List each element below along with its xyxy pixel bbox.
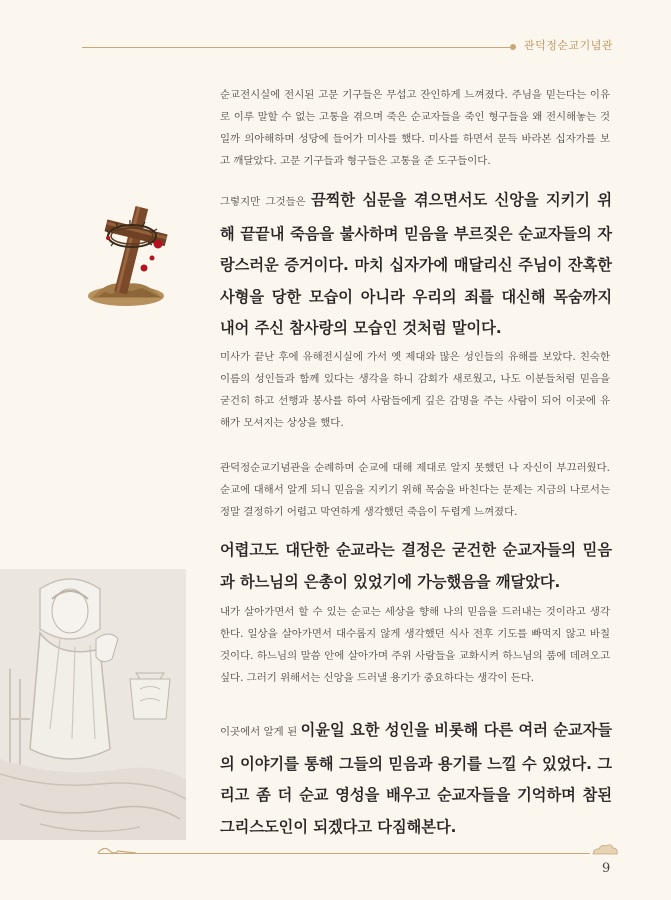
footer-swirl-ornament [96, 843, 136, 857]
highlight-body: 끔찍한 심문을 겪으면서도 신앙을 지키기 위해 끝끝내 죽음을 불사하며 믿음을 부르짖은 순교자들의 자랑스러운 증거이다. 마치 십자가에 매달리신 주님이 잔혹한 사형을 당한 모습이 아니라 우리의 죄를 대신해 목숨까지 내어 주신 참사랑의 모습인 것처럼 말이다. [220, 191, 612, 337]
highlight-lead: 그렇지만 그것들은 [220, 196, 312, 208]
highlight-paragraph-2: 어렵고도 대단한 순교라는 결정은 굳건한 순교자들의 믿음과 하느님의 은총이 있었기에 가능했음을 깨달았다. [220, 541, 612, 591]
running-header: 관덕정순교기념관 [524, 39, 614, 52]
highlight-paragraph-3 [220, 715, 612, 843]
paragraph-1: 순교전시실에 전시된 고문 기구들은 무섭고 잔인하게 느껴졌다. 주님을 믿는다는 이유로 이루 말할 수 없는 고통을 겪으며 죽은 순교자들을 죽인 형구들을 왜 전시해놓는 것일까 의아해하며 성당에 들어가 미사를 했다. 미사를 하면서 문득 바라본 십자가를 보고 깨달았다. 고문 기구들과 형구들은 고통을 준 도구들이다. [220, 89, 610, 167]
header-rule-dot [510, 44, 516, 50]
header-rule [82, 47, 512, 48]
footer-rule [98, 853, 590, 854]
paragraph-4: 내가 살아가면서 할 수 있는 순교는 세상을 향해 나의 믿음을 드러내는 것이라고 생각한다. 일상을 살아가면서 대수롭지 않게 생각했던 식사 전후 기도를 빠먹지 않고 바칠 것이다. 하느님의 말씀 안에 살아가며 주위 사람들을 교화시켜 하느님의 품에 데려오고 싶다. 그러기 위해서는 신앙을 드러낼 용기가 중요하다는 생각이 든다. [220, 606, 610, 684]
highlight-lead: 이곳에서 알게 된 [220, 726, 301, 738]
paragraph-2: 미사가 끝난 후에 유해전시실에 가서 옛 제대와 많은 성인들의 유해를 보았다. 친숙한 이름의 성인들과 함께 있다는 생각을 하니 감회가 새로웠고, 나도 이분들처럼 믿음을 굳건히 하고 선행과 봉사를 하여 사람들에게 깊은 감명을 주는 사람이 되어 이곳에 유해가 모셔지는 상상을 했다. [220, 351, 610, 429]
stone-relief-image [0, 569, 186, 840]
cross-illustration [82, 198, 180, 308]
highlight-body: 이윤일 요한 성인을 비롯해 다른 여러 순교자들의 이야기를 통해 그들의 믿음과 용기를 느낄 수 있었다. 그리고 좀 더 순교 영성을 배우고 순교자들을 기억하며 참된 그리스도인이 되겠다고 다짐해본다. [220, 721, 612, 836]
paragraph-3: 관덕정순교기념관을 순례하며 순교에 대해 제대로 알지 못했던 나 자신이 부끄러웠다. 순교에 대해서 알게 되니 믿음을 지키기 위해 목숨을 바친다는 문제는 지금의 나로서는 정말 결정하기 어렵고 막연하게 생각했던 죽음이 두렵게 느껴졌다. [220, 462, 610, 518]
highlight-paragraph-1 [220, 185, 612, 345]
page-number: 9 [602, 861, 611, 876]
footer-cloud-ornament [592, 842, 618, 856]
